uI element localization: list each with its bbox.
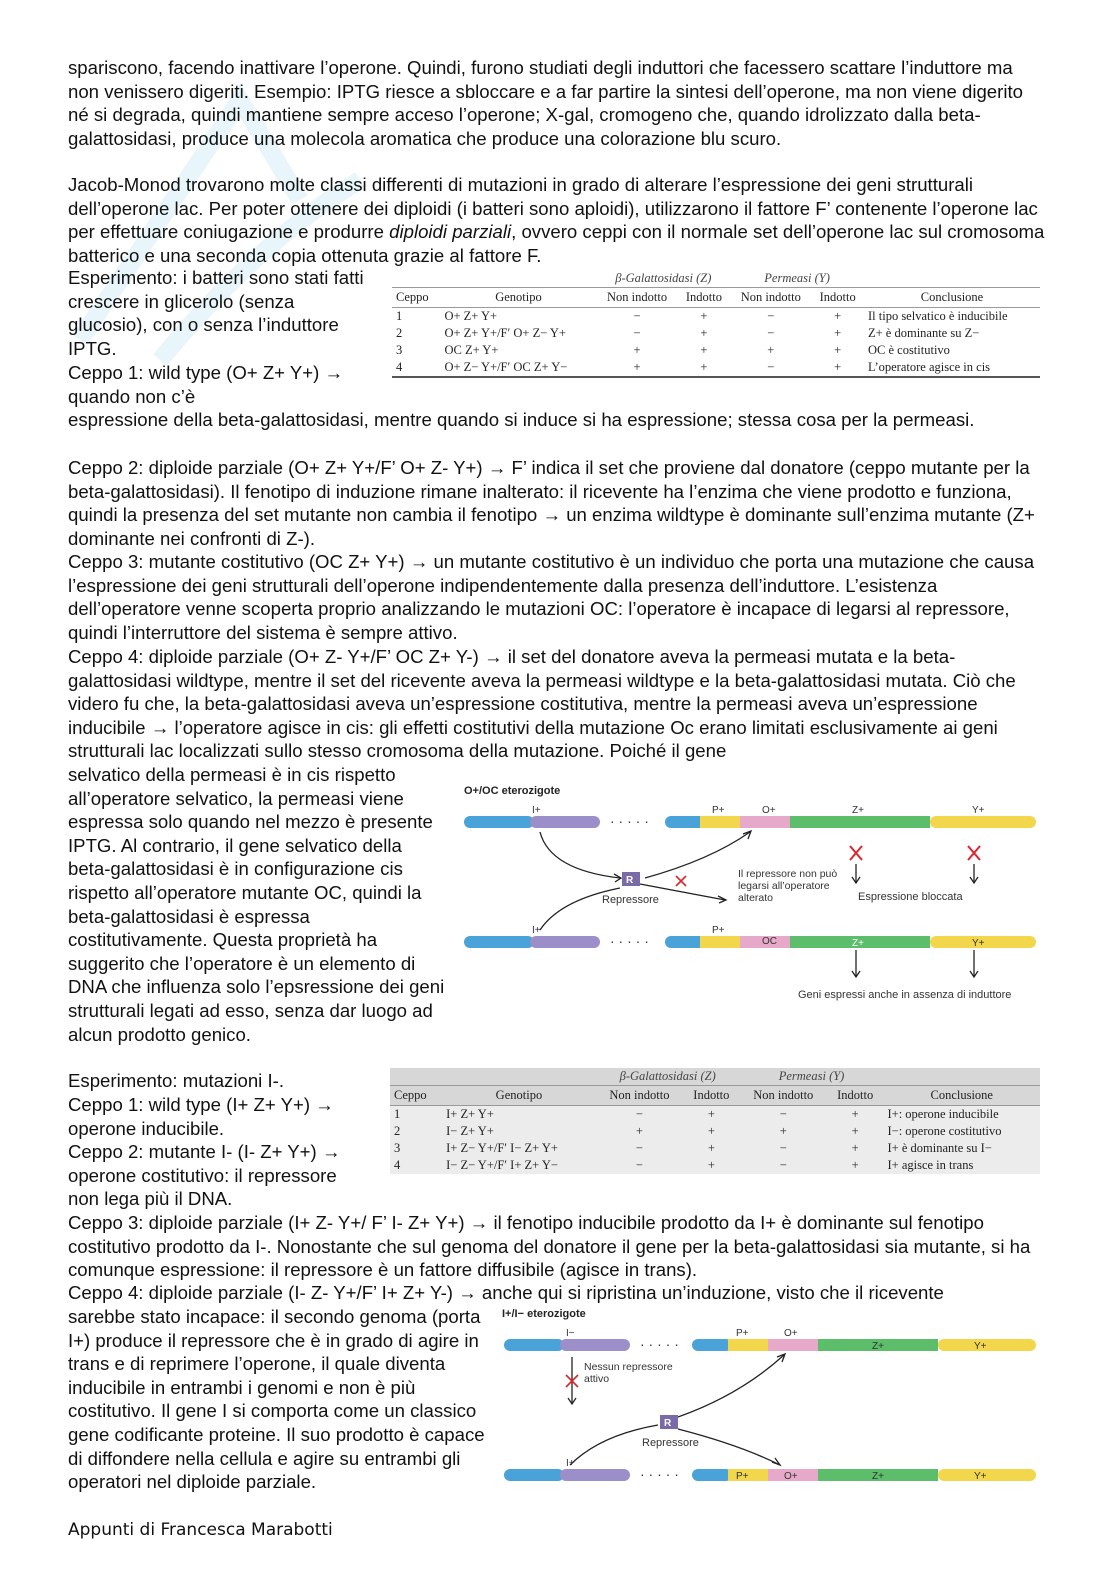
gene-i-segment <box>560 1469 630 1481</box>
repressor-caption: Repressore <box>602 894 659 906</box>
gene-y-segment <box>930 816 1036 828</box>
gene-label: Z+ <box>872 1341 884 1352</box>
table-cell: + <box>851 1124 859 1138</box>
repressor-label: R <box>626 875 634 886</box>
table-cell: + <box>707 1158 715 1172</box>
column-header: Non indotto <box>753 1088 814 1102</box>
blocked-note: Il repressore non può legarsi all’operatore alterato <box>738 868 838 904</box>
table-cell: 1 <box>394 1107 401 1121</box>
paragraph-ceppo2: Ceppo 2: diploide parziale (O+ Z+ Y+/F’ O+ Z- Y+) → F’ indica il set che proviene dal donatore (ceppo mutante per la beta-galattosidasi). Il fenotipo di induzione rimane inalterato: il ricevente ha l’enzima che viene prodotto e funziona, quindi la presenza del set mutante non cambia il fenotipo → un enzima wildtype è dominante sull’enzima mutante (Z+ dominante nei confronti di Z-). <box>68 457 1035 549</box>
gene-label: I− <box>566 1328 575 1339</box>
gene-o-segment <box>740 816 790 828</box>
table-cell: I−: operone costitutivo <box>887 1124 1002 1138</box>
no-repressor-note-box <box>584 1361 674 1405</box>
table-cell: − <box>635 1141 643 1155</box>
column-header: Conclusione <box>930 1088 993 1102</box>
table-group-y: Permeasi (Y) <box>764 271 830 285</box>
repressor-label: R <box>664 1418 672 1429</box>
blocked-marks <box>850 846 980 860</box>
table-cell: OC Z+ Y+ <box>444 343 499 357</box>
gene-label: I+ <box>566 1458 575 1469</box>
gene-label: Z+ <box>872 1471 884 1482</box>
figure-title: I+/I− eterozigote <box>502 1308 586 1320</box>
table-operator-mutations <box>392 270 1040 378</box>
gene-p-segment <box>700 936 740 948</box>
paragraph-i-ceppo1: Ceppo 1: wild type (I+ Z+ Y+) → operone inducibile. <box>68 1094 334 1139</box>
text-italic: diploidi parziali <box>389 221 512 243</box>
gene-label: P+ <box>736 1471 749 1482</box>
table-cell: + <box>834 343 842 357</box>
table-cell: I+ è dominante su I− <box>887 1141 992 1155</box>
table-cell: L’operatore agisce in cis <box>867 360 991 374</box>
gene-segment <box>464 936 534 948</box>
table-cell: + <box>700 309 708 323</box>
table-cell: + <box>851 1141 859 1155</box>
column-header: Non indotto <box>609 1088 670 1102</box>
gene-segment <box>504 1469 564 1481</box>
table-cell: O+ Z− Y+/F′ OC Z+ Y− <box>444 360 568 374</box>
column-header: Genotipo <box>495 290 542 304</box>
gene-i-segment <box>560 1339 630 1351</box>
gene-label: P+ <box>712 925 725 936</box>
table-row <box>390 1106 1040 1124</box>
table-cell: + <box>834 309 842 323</box>
table-cell: 1 <box>396 309 403 323</box>
ellipsis-label: · · · · · <box>640 1336 679 1352</box>
gene-label: O+ <box>784 1328 798 1339</box>
gene-i-segment <box>530 816 600 828</box>
table-cell: − <box>779 1141 787 1155</box>
gene-segment <box>665 936 705 948</box>
table-cell: + <box>635 1124 643 1138</box>
page-footer: Appunti di Francesca Marabotti <box>68 1520 333 1540</box>
gene-p-segment <box>700 816 740 828</box>
table-cell: + <box>707 1141 715 1155</box>
table-cell: − <box>779 1107 787 1121</box>
table-cell: 4 <box>396 360 403 374</box>
blocked-expression-label: Espressione bloccata <box>858 891 963 903</box>
gene-label: I+ <box>532 925 541 936</box>
table-cell: + <box>834 360 842 374</box>
table-row <box>390 1140 1040 1157</box>
gene-i-segment <box>530 936 600 948</box>
table-row <box>392 325 1040 342</box>
table-cell: I+ Z+ Y+ <box>446 1107 494 1121</box>
column-header: Ceppo <box>394 1088 427 1102</box>
table-cell: − <box>635 1107 643 1121</box>
paragraph-ceppo4: Ceppo 4: diploide parziale (O+ Z- Y+/F’ OC Z+ Y-) → il set del donatore aveva la permeasi mutata e la beta-galattosidasi wildtype, mentre il set del ricevente aveva la permeasi wildtype e la beta-galattosidasi mutata. Ciò che videro fu che, la beta-galattosidasi aveva un’espressione costitutiva, mentre la permeasi aveva un’espressione inducibile → l’operatore agisce in cis: gli effetti costitutivi della mutazione Oc erano limitati esclusivamente ai geni strutturali lac localizzati sullo stesso cromosoma della mutazione. Poiché il gene <box>68 646 1016 762</box>
table-group-z: β-Galattosidasi (Z) <box>615 271 712 285</box>
table-cell: − <box>779 1158 787 1172</box>
table-cell: + <box>707 1124 715 1138</box>
table-group-z: β-Galattosidasi (Z) <box>619 1069 716 1083</box>
table-cell: − <box>767 309 775 323</box>
gene-label: O+ <box>762 805 776 816</box>
gene-segment <box>665 816 705 828</box>
table-cell: Z+ è dominante su Z− <box>867 326 980 340</box>
table-cell: − <box>767 326 775 340</box>
gene-y-segment <box>938 1339 1036 1351</box>
table-cell: + <box>700 326 708 340</box>
ellipsis-label: · · · · · <box>640 1466 679 1482</box>
gene-label: O+ <box>784 1471 798 1482</box>
blocked-note-box <box>738 868 838 924</box>
gene-label: I+ <box>532 805 541 816</box>
ellipsis-label: · · · · · <box>610 933 649 949</box>
cross-mark <box>676 876 686 886</box>
column-header: Indotto <box>837 1088 874 1102</box>
table-cell: Il tipo selvatico è inducibile <box>867 309 1008 323</box>
text-segment: Jacob-Monod trovarono molte classi differenti di mutazioni in grado di alterare l’espressione dei geni strutturali dell’operone lac. Per poter ottenere dei diploidi (i batteri sono aploidi), utilizzarono il fattore F’ contenente l’operone lac per effettuare coniugazione e produrre <box>68 174 1038 243</box>
dna-strand-top <box>504 1328 1036 1352</box>
paragraph-cis-explanation: selvatico della permeasi è in cis rispetto all’operatore selvatico, la permeasi viene espressa solo quando nel mezzo è presente IPTG. Al contrario, il gene selvatico della beta-galattosidasi è in configurazione cis rispetto all’operatore mutante OC, quindi la beta-galattosidasi è espressa costitutivamente. Questa proprietà ha suggerito che l’operatore è un elemento di DNA che influenza solo l’epsressione dei geni strutturali legati ad esso, senza dar luogo ad alcun prodotto genico. <box>68 764 445 1045</box>
table-cell: I− Z+ Y+ <box>446 1124 494 1138</box>
paragraph-experiment-1: Esperimento: i batteri sono stati fatti crescere in glicerolo (senza glucosio), con o senza l’induttore IPTG. <box>68 267 364 359</box>
table-cell: + <box>633 360 641 374</box>
table-cell: + <box>851 1158 859 1172</box>
column-header: Indotto <box>819 290 856 304</box>
gene-y-segment <box>938 1469 1036 1481</box>
column-header: Non indotto <box>740 290 801 304</box>
table-cell: I+ Z− Y+/F′ I− Z+ Y+ <box>446 1141 558 1155</box>
paragraph-ceppo1-start: Ceppo 1: wild type (O+ Z+ Y+) → quando non c’è <box>68 362 344 407</box>
figure-operator-heterozygote <box>460 780 1040 1005</box>
table-cell: + <box>851 1107 859 1121</box>
table-row <box>392 308 1040 326</box>
dna-strand-bottom <box>464 925 1036 949</box>
column-header: Conclusione <box>920 290 984 304</box>
table-cell: − <box>767 360 775 374</box>
figure-repressor-svg <box>500 1305 1040 1495</box>
text-segment: , ovvero ceppi con il normale set dell’operone lac sul cromosoma batterico e una seconda copia ottenuta grazie al fattore F. <box>68 221 1045 266</box>
paragraph-i-ceppo3: Ceppo 3: diploide parziale (I+ Z- Y+/ F’ I- Z+ Y+) → il fenotipo inducibile prodotto da I+ è dominante sul fenotipo costitutivo prodotto da I-. Nonostante che sul genoma del donatore il gene per la beta-galattosidasi sia mutante, si ha comunque espressione: il repressore è un fattore diffusibile (agisce in trans). <box>68 1212 1031 1281</box>
table-cell: 2 <box>396 326 403 340</box>
column-header: Ceppo <box>396 290 429 304</box>
gene-label: OC <box>762 936 777 947</box>
table-row <box>390 1123 1040 1140</box>
gene-label: Z+ <box>852 938 864 949</box>
gene-o-segment <box>768 1339 818 1351</box>
dna-strand-top <box>464 805 1036 829</box>
table-cell: − <box>633 326 641 340</box>
figure-repressor-heterozygote <box>500 1305 1040 1495</box>
gene-label: Y+ <box>974 1471 987 1482</box>
gene-label: P+ <box>712 805 725 816</box>
column-header: Non indotto <box>607 290 668 304</box>
paragraph-experiment-2: Esperimento: mutazioni I-. <box>68 1070 284 1091</box>
table-cell: I− Z− Y+/F′ I+ Z+ Y− <box>446 1158 558 1172</box>
table-cell: 3 <box>396 343 403 357</box>
gene-label: Y+ <box>972 938 985 949</box>
gene-p-segment <box>728 1339 768 1351</box>
gene-label: Z+ <box>852 805 864 816</box>
dna-strand-bottom <box>504 1458 1036 1482</box>
table-cell: + <box>633 343 641 357</box>
gene-label: Y+ <box>972 805 985 816</box>
no-repressor-note: Nessun repressore attivo <box>584 1361 673 1385</box>
gene-label: Y+ <box>974 1341 987 1352</box>
table-cell: + <box>707 1107 715 1121</box>
gene-segment <box>692 1339 732 1351</box>
table-cell: 3 <box>394 1141 401 1155</box>
gene-segment <box>692 1469 732 1481</box>
table-row <box>392 342 1040 359</box>
column-header: Genotipo <box>495 1088 543 1102</box>
table-cell: OC è costitutivo <box>867 343 950 357</box>
table-row <box>392 359 1040 377</box>
table-group-y: Permeasi (Y) <box>778 1069 845 1083</box>
expressed-note: Geni espressi anche in assenza di induttore <box>798 989 1012 1001</box>
paragraph-trans-explanation: sarebbe stato incapace: il secondo genoma (porta I+) produce il repressore che è in grado di agire in trans e di reprimere l’operone, il quale diventa inducibile in entrambi i genomi e non è più costitutivo. Il gene I si comporta come un classico gene codificante proteine. Il suo prodotto è capace di diffondere nella cellula e agire su entrambi gli operatori nel diploide parziale. <box>68 1306 485 1493</box>
table-cell: I+: operone inducibile <box>887 1107 999 1121</box>
table-cell: + <box>779 1124 787 1138</box>
table-repressor-mutations <box>390 1068 1040 1174</box>
table-cell: 4 <box>394 1158 401 1172</box>
table-cell: O+ Z+ Y+ <box>444 309 498 323</box>
table-cell: + <box>767 343 775 357</box>
table-cell: + <box>834 326 842 340</box>
table-row <box>390 1157 1040 1174</box>
ellipsis-label: · · · · · <box>610 813 649 829</box>
table-cell: − <box>633 309 641 323</box>
paragraph-i-ceppo4: Ceppo 4: diploide parziale (I- Z- Y+/F’ I+ Z+ Y-) → anche qui si ripristina un’induzione, visto che il ricevente <box>68 1282 944 1303</box>
figure-operator-svg <box>460 780 1040 1005</box>
table-cell: O+ Z+ Y+/F′ O+ Z− Y+ <box>444 326 566 340</box>
gene-segment <box>464 816 534 828</box>
table-cell: 2 <box>394 1124 401 1138</box>
paragraph-jacob-monod <box>68 173 1048 267</box>
table-cell: I+ agisce in trans <box>887 1158 974 1172</box>
gene-segment <box>504 1339 564 1351</box>
paragraph-intro: spariscono, facendo inattivare l’operone. Quindi, furono studiati degli induttori che facessero scattare l’induttore ma non venissero digeriti. Esempio: IPTG riesce a sbloccare e a far partire la sintesi dell’operone, ma non viene digerito né si degrada, quindi mantiene sempre acceso l’operone; X-gal, cromogeno che, quando idrolizzato dalla beta-galattosidasi, produce una molecola aromatica che produce una colorazione blu scuro. <box>68 57 1023 149</box>
gene-z-segment <box>790 816 930 828</box>
figure-title: O+/OC eterozigote <box>464 785 561 797</box>
gene-label: P+ <box>736 1328 749 1339</box>
table-cell: − <box>635 1158 643 1172</box>
paragraph-ceppo1-end: espressione della beta-galattosidasi, mentre quando si induce si ha espressione; stessa cosa per la permeasi. <box>68 409 975 430</box>
repressor-caption: Repressore <box>642 1437 699 1449</box>
paragraph-ceppo3: Ceppo 3: mutante costitutivo (OC Z+ Y+) → un mutante costitutivo è un individuo che porta una mutazione che causa l’espressione dei geni strutturali dell’operone indipendentemente dalla presenza dell’induttore. L’esistenza dell’operatore venne scoperta proprio analizzando le mutazioni OC: l’operatore è incapace di legarsi al repressore, quindi l’interruttore del sistema è sempre attivo. <box>68 551 1035 643</box>
table-cell: + <box>700 360 708 374</box>
paragraph-i-ceppo2: Ceppo 2: mutante I- (I- Z+ Y+) → operone costitutivo: il repressore non lega più il DNA. <box>68 1141 341 1210</box>
table-cell: + <box>700 343 708 357</box>
column-header: Indotto <box>685 290 722 304</box>
column-header: Indotto <box>693 1088 730 1102</box>
